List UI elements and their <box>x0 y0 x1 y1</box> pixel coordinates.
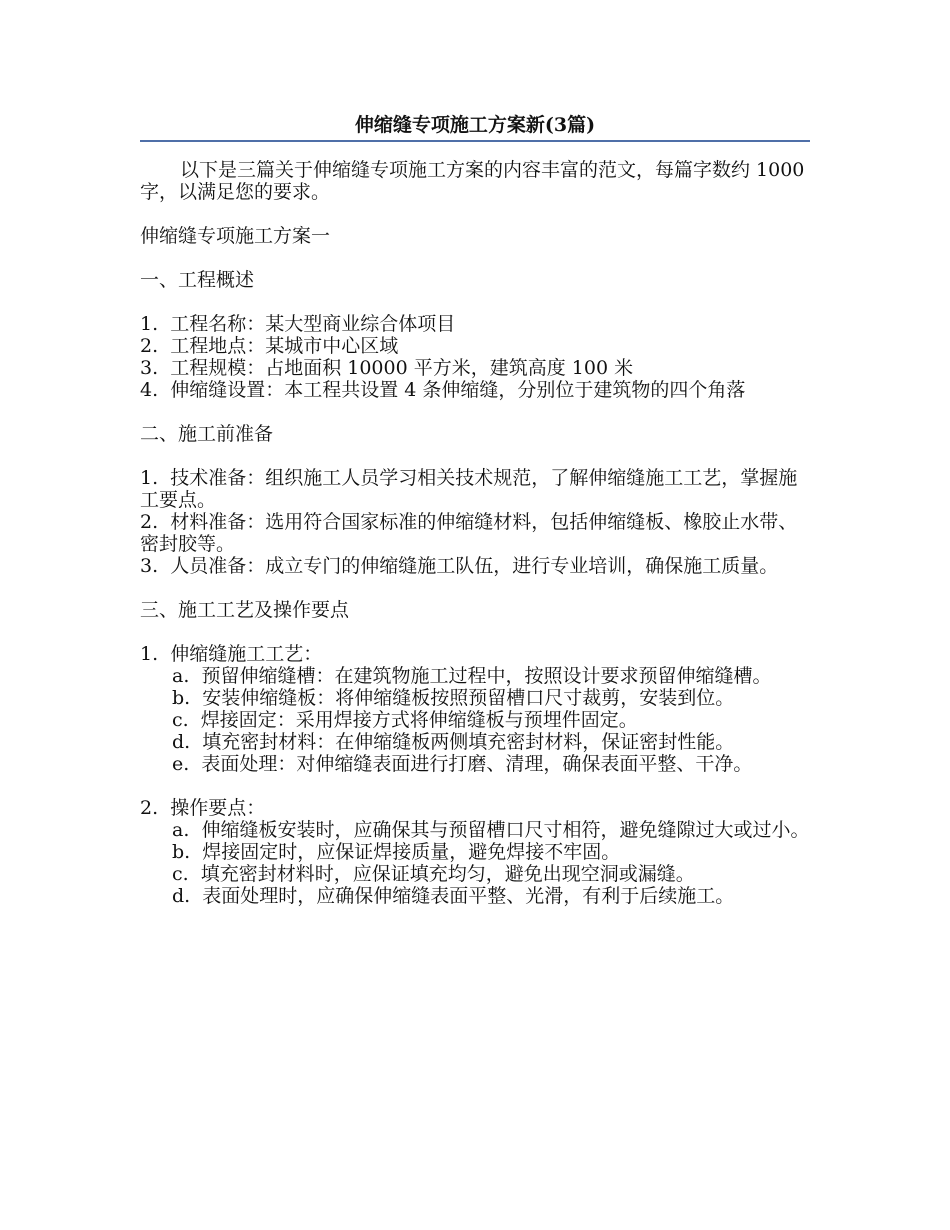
process-item: d. 填充密封材料：在伸缩缝板两侧填充密封材料，保证密封性能。 <box>172 731 735 753</box>
section2-item: 1. 技术准备：组织施工人员学习相关技术规范，了解伸缩缝施工工艺，掌握施工要点。 <box>140 467 798 511</box>
plan-heading: 伸缩缝专项施工方案一 <box>140 225 331 247</box>
section1-item: 4. 伸缩缝设置：本工程共设置 4 条伸缩缝，分别位于建筑物的四个角落 <box>140 379 746 401</box>
document-body <box>140 159 810 907</box>
section3-heading: 三、施工工艺及操作要点 <box>140 599 350 621</box>
section1-item: 3. 工程规模：占地面积 10000 平方米，建筑高度 100 米 <box>140 357 634 379</box>
intro-paragraph: 以下是三篇关于伸缩缝专项施工方案的内容丰富的范文，每篇字数约 1000 字，以满足您的要求。 <box>140 159 811 203</box>
document-title: 伸缩缝专项施工方案新(3篇) <box>354 114 596 136</box>
points-item: d. 表面处理时，应确保伸缩缝表面平整、光滑，有利于后续施工。 <box>172 885 735 907</box>
section2-item: 3. 人员准备：成立专门的伸缩缝施工队伍，进行专业培训，确保施工质量。 <box>140 555 779 577</box>
points-item: b. 焊接固定时，应保证焊接质量，避免焊接不牢固。 <box>172 841 621 863</box>
points-heading: 2. 操作要点： <box>140 797 266 819</box>
section2-item: 2. 材料准备：选用符合国家标准的伸缩缝材料，包括伸缩缝板、橡胶止水带、密封胶等。 <box>140 511 798 555</box>
points-item: a. 伸缩缝板安装时，应确保其与预留槽口尺寸相符，避免缝隙过大或过小。 <box>172 819 810 841</box>
process-item: e. 表面处理：对伸缩缝表面进行打磨、清理，确保表面平整、干净。 <box>172 753 753 775</box>
process-item: a. 预留伸缩缝槽：在建筑物施工过程中，按照设计要求预留伸缩缝槽。 <box>172 665 772 687</box>
title-underline <box>140 140 810 142</box>
process-item: c. 焊接固定：采用焊接方式将伸缩缝板与预埋件固定。 <box>172 709 638 731</box>
process-item: b. 安装伸缩缝板：将伸缩缝板按照预留槽口尺寸裁剪，安装到位。 <box>172 687 735 709</box>
process-heading: 1. 伸缩缝施工工艺： <box>140 643 323 665</box>
section1-heading: 一、工程概述 <box>140 269 255 291</box>
section2-heading: 二、施工前准备 <box>140 423 274 445</box>
section1-item: 2. 工程地点：某城市中心区域 <box>140 335 399 357</box>
section1-item: 1. 工程名称：某大型商业综合体项目 <box>140 313 456 335</box>
points-item: c. 填充密封材料时，应保证填充均匀，避免出现空洞或漏缝。 <box>172 863 695 885</box>
